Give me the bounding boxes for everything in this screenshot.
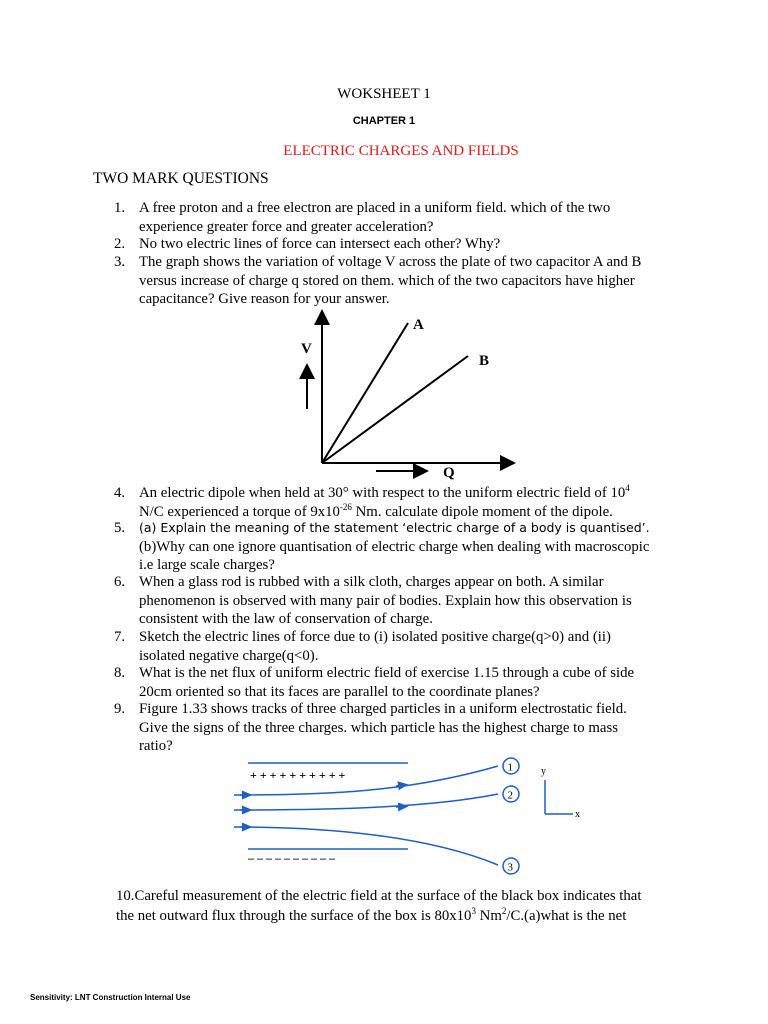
question-line: ratio? (139, 738, 173, 754)
line-b (322, 356, 468, 463)
question-4 (114, 484, 684, 521)
question-text: N/C experienced a torque of 9x10 (139, 503, 340, 520)
question-line: 10.Careful measurement of the electric field at the surface of the black box indicates that (116, 888, 642, 904)
x-direction-label: x (575, 809, 580, 820)
exponent: 2 (501, 906, 507, 917)
worksheet-title: WOKSHEET 1 (337, 86, 431, 102)
question-line: Give the signs of the three charges. which particle has the highest charge to mass (139, 719, 618, 736)
x-axis-label: Q (443, 465, 455, 481)
exponent: -26 (339, 501, 352, 512)
question-10 (116, 886, 696, 926)
track-2 (234, 794, 498, 810)
question-text: /C.(a)what is the net (506, 908, 627, 924)
y-direction-label: y (541, 766, 546, 777)
question-line: When a glass rod is rubbed with a silk cloth, charges appear on both. A similar (139, 574, 604, 590)
question-line (116, 906, 696, 926)
question-2 (114, 235, 684, 254)
question-text: Nm. calculate dipole moment of the dipole. (351, 503, 613, 520)
track-arrow (396, 785, 404, 786)
particle-1-label: 1 (507, 761, 513, 774)
question-line: versus increase of charge q stored on them. which of the two capacitors have higher (139, 272, 635, 289)
question-number: 1. (114, 200, 126, 216)
y-axis-label: V (301, 341, 312, 357)
positive-charges-row: + + + + + + + + + + (250, 768, 346, 782)
particle-3-label: 3 (507, 861, 513, 874)
question-number: 8. (114, 665, 126, 681)
voltage-charge-graph (290, 305, 530, 485)
question-line: A free proton and a free electron are placed in a uniform field. which of the two (139, 200, 611, 216)
line-b-label: B (479, 353, 490, 369)
question-text: An electric dipole when held at 30° with respect to the uniform electric field of 10 (139, 485, 626, 501)
question-5 (114, 519, 684, 575)
question-8 (114, 664, 684, 701)
question-number: 4. (114, 485, 126, 501)
question-number: 7. (114, 629, 126, 645)
line-a (322, 323, 408, 463)
question-line: isolated negative charge(q<0). (139, 647, 319, 664)
exponent: 3 (471, 906, 476, 917)
question-line: phenomenon is observed with many pair of bodies. Explain how this observation is (139, 592, 632, 609)
question-line: 20cm oriented so that its faces are parallel to the coordinate planes? (139, 683, 540, 700)
negative-charges-row: – – – – – – – – – – (248, 851, 335, 865)
question-number: 2. (114, 236, 126, 252)
question-line: What is the net flux of uniform electric field of exercise 1.15 through a cube of side (139, 665, 635, 681)
question-line: consistent with the law of conservation of charge. (139, 611, 433, 627)
line-a-label: A (413, 317, 424, 333)
question-line: Sketch the electric lines of force due to (i) isolated positive charge(q>0) and (ii) (139, 629, 611, 645)
question-line: (b)Why can one ignore quantisation of electric charge when dealing with macroscopic (139, 538, 650, 555)
question-line: capacitance? Give reason for your answer. (139, 291, 390, 307)
question-number: 6. (114, 574, 126, 590)
question-text: the net outward flux through the surface of the box is 80x10 (116, 908, 472, 924)
question-9 (114, 700, 684, 756)
question-line: (a) Explain the meaning of the statement ‘electric charge of a body is quantised’. (139, 520, 650, 535)
chapter-subtitle: ELECTRIC CHARGES AND FIELDS (283, 143, 519, 159)
question-3 (114, 253, 684, 309)
sensitivity-footer: Sensitivity: LNT Construction Internal Use (30, 993, 191, 1002)
question-1 (114, 199, 684, 236)
question-number: 5. (114, 520, 126, 536)
exponent: 4 (625, 483, 630, 494)
question-7 (114, 628, 684, 665)
question-line: i.e large scale charges? (139, 557, 275, 573)
section-heading: TWO MARK QUESTIONS (93, 170, 269, 187)
question-text: Nm (475, 908, 502, 924)
question-line: No two electric lines of force can intersect each other? Why? (139, 236, 501, 252)
particle-2-label: 2 (507, 789, 513, 802)
chapter-heading: CHAPTER 1 (352, 115, 416, 127)
question-number: 3. (114, 254, 126, 270)
question-line: experience greater force and greater acceleration? (139, 218, 434, 235)
question-line: Figure 1.33 shows tracks of three charged particles in a uniform electrostatic field. (139, 701, 627, 717)
question-number: 9. (114, 701, 126, 717)
question-line: The graph shows the variation of voltage V across the plate of two capacitor A and B (139, 254, 642, 270)
question-6 (114, 573, 684, 629)
particle-tracks-figure (228, 752, 598, 882)
question-line (139, 484, 684, 503)
